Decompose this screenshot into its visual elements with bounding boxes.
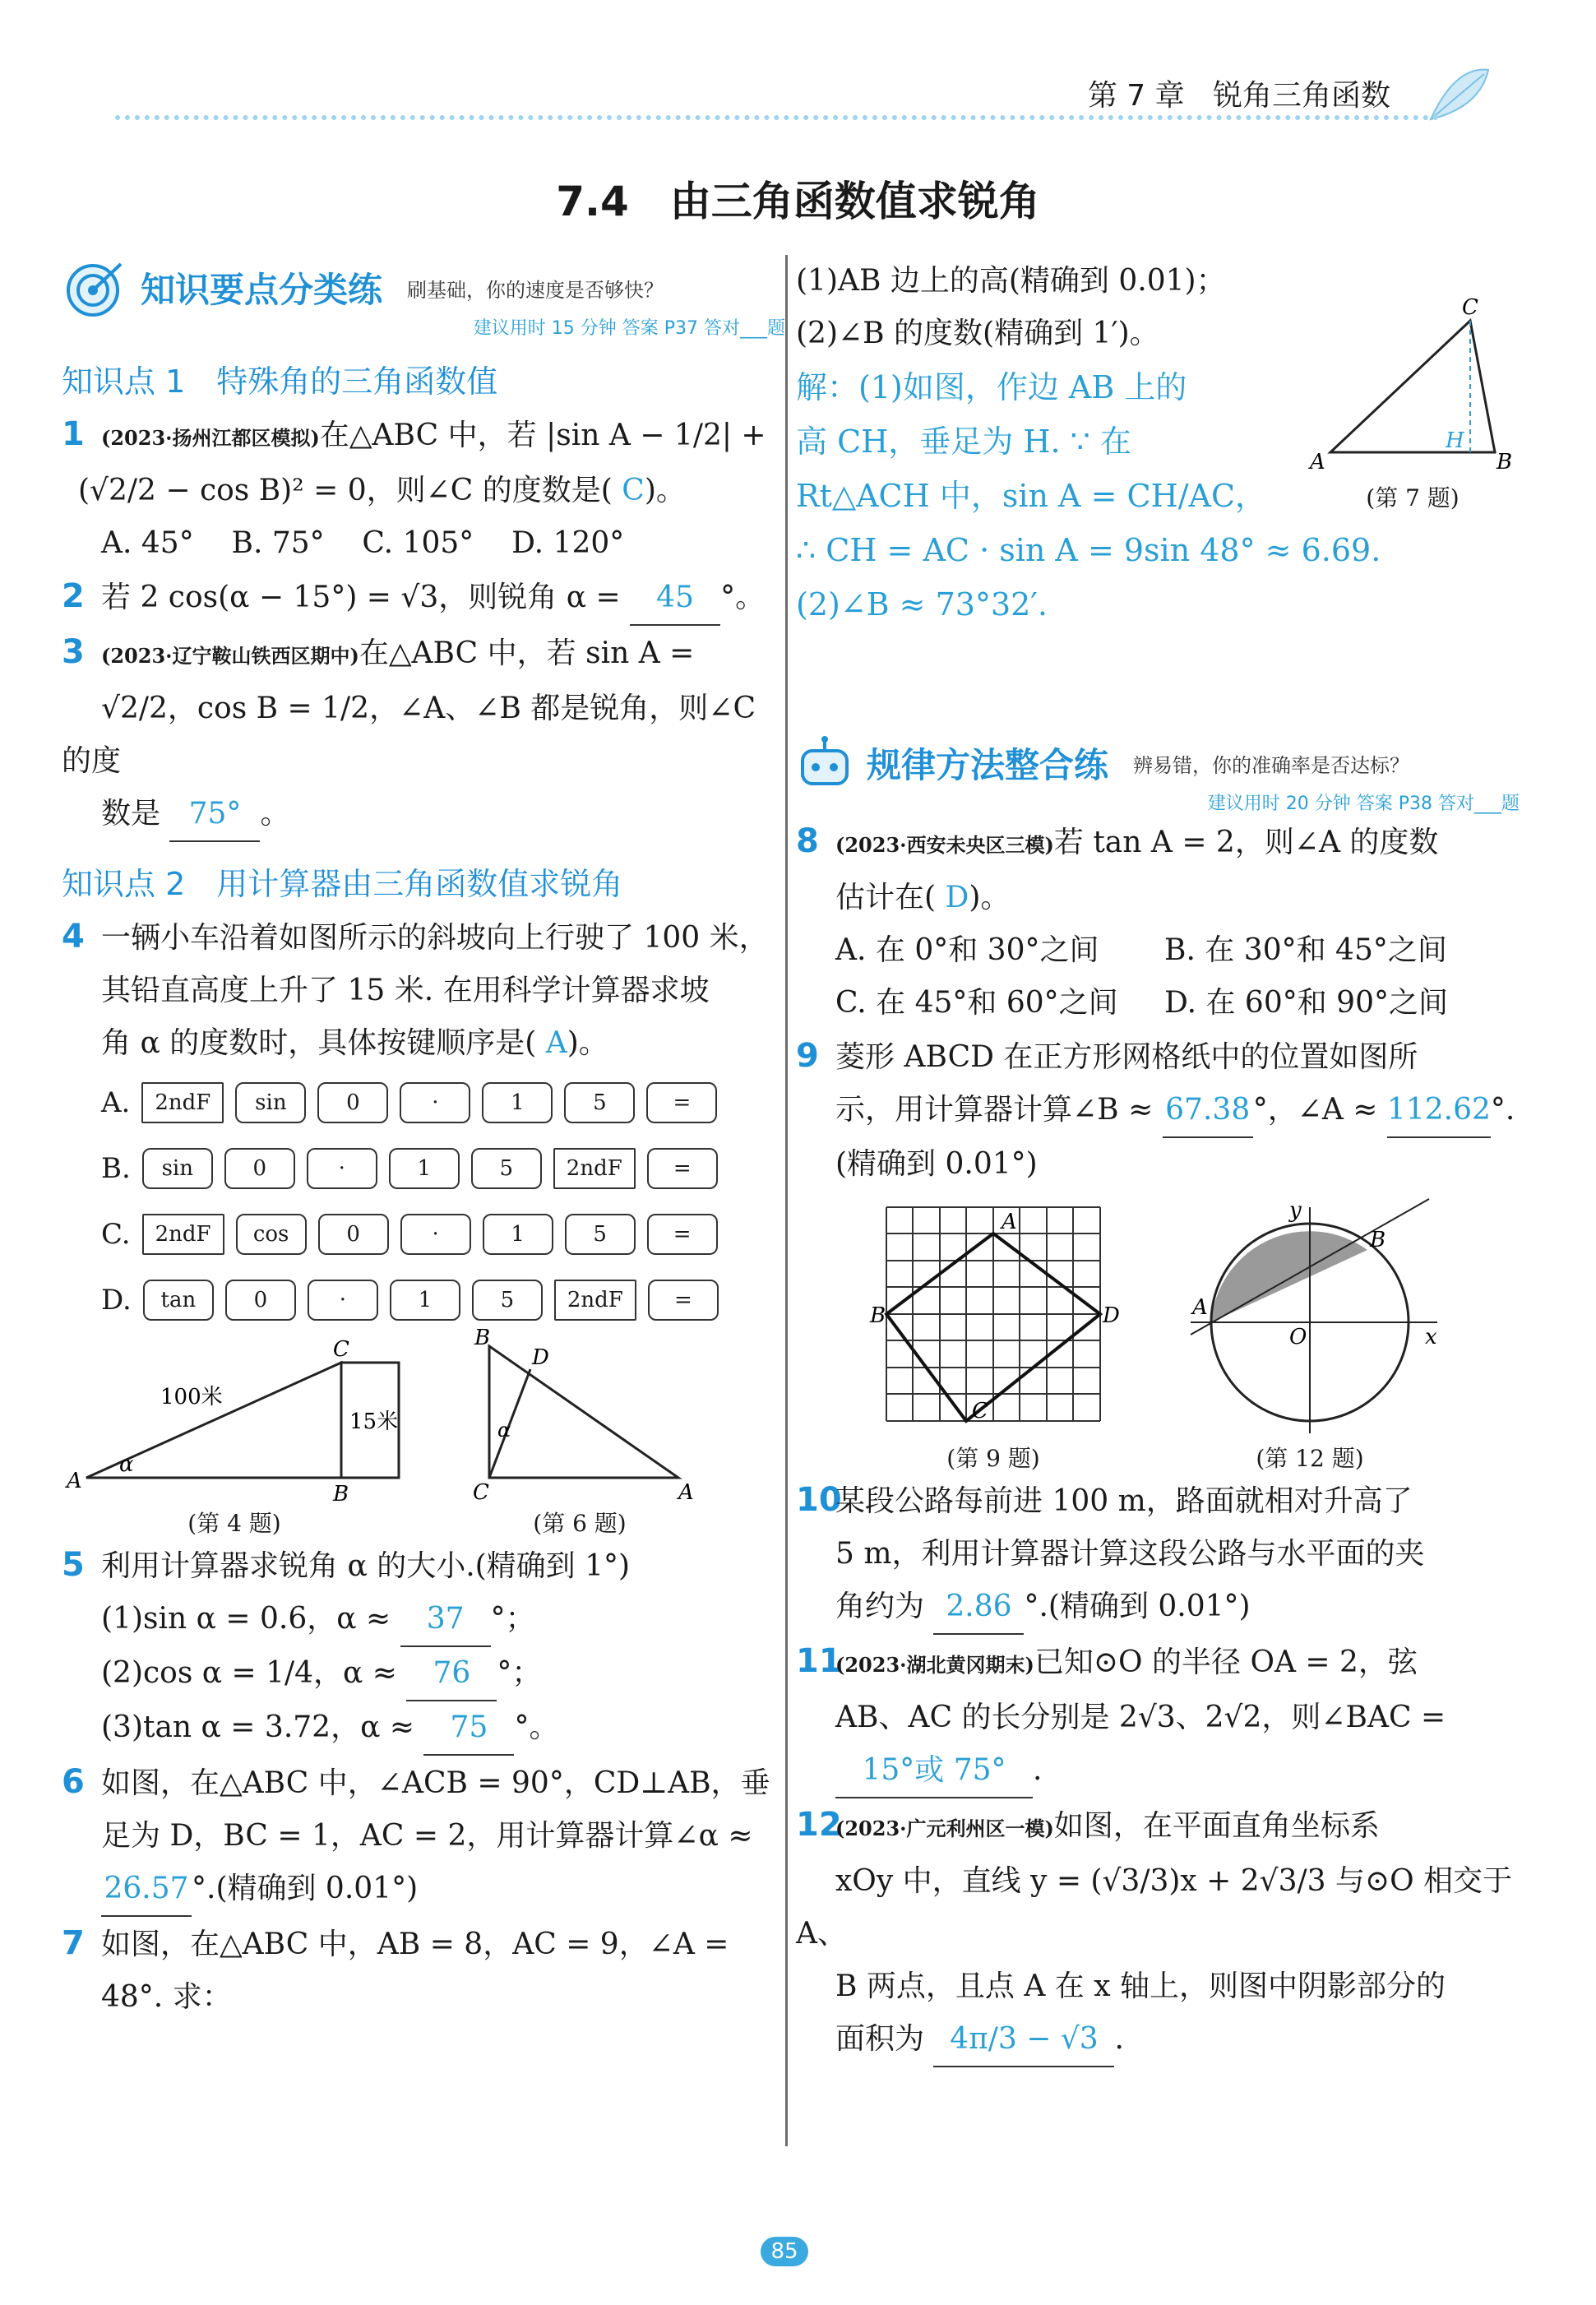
question-text: 其铅直高度上升了 15 米. 在用科学计算器求坡 xyxy=(101,974,710,1007)
label-alpha: α xyxy=(497,1419,511,1442)
answer-blank: 37 xyxy=(400,1593,491,1647)
grid-rhombus-diagram xyxy=(870,1199,1120,1437)
key-row-a xyxy=(62,1070,785,1136)
key: 1 xyxy=(389,1148,460,1189)
figure-caption: (第 9 题) xyxy=(946,1445,1040,1472)
question-number: 2 xyxy=(62,577,85,615)
question-text: °； xyxy=(497,1656,542,1690)
question-text: √2/2，cos B = 1/2，∠A、∠B 都是锐角，则∠C 的度 xyxy=(62,692,756,778)
question-text: . xyxy=(1114,2022,1124,2056)
section-subtitle: 辨易错，你的准确率是否达标？ xyxy=(1133,753,1410,777)
question-12 xyxy=(796,1798,1520,2067)
section-title: 知识要点分类练 xyxy=(141,270,383,310)
question-6 xyxy=(62,1756,785,1917)
question-number: 11 xyxy=(796,1642,842,1680)
answer-blank: 15°或 75° xyxy=(835,1744,1033,1798)
choices xyxy=(62,517,785,570)
question-text: . xyxy=(1033,1753,1043,1787)
question-3 xyxy=(62,626,785,842)
key: · xyxy=(307,1148,377,1189)
question-text: °，∠A ≈ xyxy=(1252,1093,1378,1127)
point-c: C xyxy=(1462,295,1478,320)
question-text: 若 2 cos(α − 15°) = √3，则锐角 α = xyxy=(101,581,621,614)
question-text: )。 xyxy=(969,881,1011,914)
choice-d: D. 120° xyxy=(511,526,625,560)
question-1 xyxy=(62,408,785,517)
leaf-icon xyxy=(1423,58,1497,132)
question-text: 角 α 的度数时，具体按键顺序是( xyxy=(101,1026,537,1060)
question-text: °.(精确到 0.01°) xyxy=(192,1872,419,1905)
point-a: A xyxy=(1192,1295,1208,1320)
question-7 xyxy=(62,1917,785,2024)
knowledge-point-1: 知识点 1 特殊角的三角函数值 xyxy=(62,363,498,400)
question-text: 某段公路每前进 100 m，路面就相对升高了 xyxy=(835,1484,1413,1518)
question-10 xyxy=(796,1474,1520,1635)
answer-blank: 112.62 xyxy=(1387,1084,1491,1138)
answer-blank: 75 xyxy=(423,1701,514,1756)
question-text: (精确到 0.01°) xyxy=(835,1147,1038,1181)
point-c: C xyxy=(473,1480,489,1505)
question-8 xyxy=(796,815,1520,924)
question-number: 10 xyxy=(796,1481,842,1519)
question-text: (3)tan α = 3.72，α ≈ xyxy=(101,1710,414,1744)
question-number: 5 xyxy=(62,1546,85,1584)
key: 0 xyxy=(224,1148,295,1189)
key: sin xyxy=(235,1082,306,1123)
choice-d: D. 在 60°和 90°之间 xyxy=(1164,986,1448,1020)
point-a: A xyxy=(1002,1210,1017,1234)
key-sequences xyxy=(62,1070,785,1333)
question-text: B 两点，且点 A 在 x 轴上，则图中阴影部分的 xyxy=(835,1969,1446,2003)
question-number: 3 xyxy=(62,633,85,671)
point-b: B xyxy=(870,1303,886,1328)
page-title: 7.4 由三角函数值求锐角 xyxy=(556,178,1040,225)
question-text: 。 xyxy=(260,797,290,831)
solution-line: (2)∠B ≈ 73°32′. xyxy=(796,586,1048,623)
point-h: H xyxy=(1446,428,1464,453)
question-5 xyxy=(62,1539,785,1756)
circle-line-diagram xyxy=(1174,1199,1446,1437)
section-info: 建议用时 15 分钟 答案 P37 答对___题 xyxy=(473,318,785,339)
question-number: 1 xyxy=(62,415,85,453)
label-height: 15米 xyxy=(349,1409,399,1434)
chapter-header xyxy=(1088,72,1390,114)
question-11 xyxy=(796,1635,1520,1798)
answer: D xyxy=(945,881,969,914)
figure-12 xyxy=(1174,1199,1446,1474)
key: 0 xyxy=(318,1214,389,1255)
question-text: °。 xyxy=(720,581,766,614)
solution-line: Rt△ACH 中，sin A = CH/AC， xyxy=(796,478,1267,514)
key: 2ndF xyxy=(142,1214,224,1255)
answer: C xyxy=(622,474,645,507)
question-text: 角约为 xyxy=(835,1590,925,1623)
header-divider xyxy=(115,115,1439,120)
row-label: C. xyxy=(101,1218,131,1251)
section-subtitle: 刷基础，你的速度是否够快？ xyxy=(407,278,664,302)
question-text: 菱形 ABCD 在正方形网格纸中的位置如图所 xyxy=(835,1040,1418,1074)
question-number: 8 xyxy=(796,822,819,860)
question-text: 如图，在△ABC 中，∠ACB = 90°，CD⊥AB，垂 xyxy=(101,1766,770,1800)
question-text: )。 xyxy=(567,1026,608,1060)
key: · xyxy=(308,1280,378,1321)
key-row-b xyxy=(62,1136,785,1201)
key: · xyxy=(400,1214,471,1255)
key: = xyxy=(647,1214,718,1255)
point-b: B xyxy=(333,1482,349,1507)
figure-caption: (第 7 题) xyxy=(1366,484,1460,511)
left-column xyxy=(62,255,785,2024)
question-text: (1)AB 边上的高(精确到 0.01)； xyxy=(796,264,1226,298)
row-label: B. xyxy=(101,1152,131,1185)
key: = xyxy=(648,1280,719,1321)
choice-a: A. 45° xyxy=(101,526,194,560)
point-b: B xyxy=(474,1326,491,1350)
question-text: 面积为 xyxy=(835,2022,925,2056)
answer-blank: 76 xyxy=(406,1647,497,1701)
key: cos xyxy=(236,1214,307,1255)
figure-caption: (第 12 题) xyxy=(1256,1445,1364,1472)
figure-7 xyxy=(1306,296,1520,523)
chapter-number: 第 7 章 xyxy=(1087,79,1185,113)
key: 1 xyxy=(390,1280,460,1321)
key: 5 xyxy=(564,1082,635,1123)
solution-line: 高 CH，垂足为 H. ∵ 在 xyxy=(796,424,1131,460)
key: sin xyxy=(142,1148,213,1189)
question-source: (2023·西安未央区三模) xyxy=(835,833,1054,857)
row-label: D. xyxy=(101,1284,132,1317)
key-row-d xyxy=(62,1267,785,1333)
figures-9-12 xyxy=(796,1199,1520,1474)
question-number: 6 xyxy=(62,1763,85,1801)
question-text: (1)sin α = 0.6，α ≈ xyxy=(101,1602,391,1636)
question-text: 数是 xyxy=(101,797,161,831)
page-number: 85 xyxy=(761,2237,808,2266)
question-text: °； xyxy=(490,1602,535,1636)
question-text: 足为 D，BC = 1，AC = 2，用计算器计算∠α ≈ xyxy=(101,1819,753,1853)
right-column xyxy=(796,255,1520,2067)
key: 1 xyxy=(482,1082,553,1123)
choices xyxy=(796,924,1520,1030)
point-d: D xyxy=(1103,1303,1120,1328)
question-number: 12 xyxy=(796,1806,842,1844)
question-2 xyxy=(62,570,785,626)
axis-y: y xyxy=(1289,1198,1302,1223)
answer-blank: 67.38 xyxy=(1163,1084,1253,1138)
key: 5 xyxy=(472,1280,543,1321)
robot-icon xyxy=(796,734,854,792)
triangle-diagram xyxy=(456,1326,703,1505)
solution-line: ∴ CH = AC · sin A = 9sin 48° ≈ 6.69. xyxy=(796,532,1381,568)
point-d: D xyxy=(532,1345,549,1370)
answer-blank: 2.86 xyxy=(933,1581,1024,1635)
point-o: O xyxy=(1289,1325,1307,1349)
question-source: (2023·辽宁鞍山铁西区期中) xyxy=(101,644,359,668)
choice-c: C. 在 45°和 60°之间 xyxy=(835,986,1118,1020)
point-a: A xyxy=(1310,450,1325,474)
solution-line: 解：(1)如图，作边 AB 上的 xyxy=(796,369,1187,405)
question-text: 如图，在平面直角坐标系 xyxy=(1053,1809,1380,1843)
question-text: xOy 中，直线 y = (√3/3)x + 2√3/3 与⊙O 相交于 A、 xyxy=(796,1864,1513,1951)
slope-diagram xyxy=(62,1337,407,1507)
question-text: °. xyxy=(1490,1093,1515,1127)
column-divider xyxy=(785,255,788,2146)
question-text: °.(精确到 0.01°) xyxy=(1024,1590,1251,1623)
question-text: 示，用计算器计算∠B ≈ xyxy=(835,1093,1154,1127)
question-text: 在△ABC 中，若 sin A = xyxy=(359,636,695,670)
question-text: 利用计算器求锐角 α 的大小.(精确到 1°) xyxy=(101,1549,631,1583)
question-number: 9 xyxy=(796,1037,819,1075)
choice-b: B. 在 30°和 45°之间 xyxy=(1164,933,1447,967)
key: 2ndF xyxy=(554,1280,636,1321)
question-text: 如图，在△ABC 中，AB = 8，AC = 9，∠A = xyxy=(101,1928,729,1961)
question-text: (2)cos α = 1/4，α ≈ xyxy=(101,1656,397,1690)
label-alpha: α xyxy=(119,1452,134,1477)
question-number: 7 xyxy=(62,1924,85,1962)
choice-b: B. 75° xyxy=(231,526,325,560)
question-4 xyxy=(62,910,785,1070)
question-text: 一辆小车沿着如图所示的斜坡向上行驶了 100 米， xyxy=(101,921,769,955)
key: 1 xyxy=(483,1214,553,1255)
question-source: (2023·广元利州区一模) xyxy=(835,1817,1054,1840)
figures-4-6 xyxy=(62,1326,785,1539)
section-header-1 xyxy=(62,255,785,321)
question-7-continued xyxy=(796,255,1520,523)
figure-9 xyxy=(870,1199,1120,1474)
question-source: (2023·湖北黄冈期末) xyxy=(835,1653,1034,1677)
knowledge-point-2: 知识点 2 用计算器由三角函数值求锐角 xyxy=(62,866,623,902)
key: 0 xyxy=(225,1280,296,1321)
target-icon xyxy=(62,259,127,317)
question-9 xyxy=(796,1030,1520,1191)
key: tan xyxy=(143,1280,214,1321)
axis-x: x xyxy=(1425,1325,1437,1349)
section-header-2 xyxy=(796,730,1520,796)
label-length: 100米 xyxy=(160,1385,223,1409)
question-source: (2023·扬州江都区模拟) xyxy=(101,426,320,450)
choice-a: A. 在 0°和 30°之间 xyxy=(835,933,1099,967)
question-text: 5 m，利用计算器计算这段公路与水平面的夹 xyxy=(835,1537,1425,1571)
key: 0 xyxy=(317,1082,388,1123)
point-c: C xyxy=(333,1337,349,1362)
row-label: A. xyxy=(101,1086,131,1119)
question-text: (√2/2 − cos B)² = 0，则∠C 的度数是( xyxy=(78,474,613,507)
question-text: (2)∠B 的度数(精确到 1′)。 xyxy=(796,317,1159,350)
key: 2ndF xyxy=(141,1082,224,1123)
key: 5 xyxy=(471,1148,542,1189)
chapter-title: 锐角三角函数 xyxy=(1212,79,1390,113)
figure-caption: (第 4 题) xyxy=(187,1510,281,1537)
choice-c: C. 105° xyxy=(362,526,474,560)
key: 2ndF xyxy=(553,1148,636,1189)
figure-caption: (第 6 题) xyxy=(533,1510,627,1537)
section-title: 规律方法整合练 xyxy=(867,745,1109,785)
question-text: 已知⊙O 的半径 OA = 2，弦 xyxy=(1034,1645,1418,1679)
question-number: 4 xyxy=(62,918,85,956)
key: · xyxy=(400,1082,470,1123)
point-b: B xyxy=(1497,450,1513,474)
key-row-c xyxy=(62,1201,785,1267)
question-text: 若 tan A = 2，则∠A 的度数 xyxy=(1053,826,1439,859)
point-a: A xyxy=(67,1469,82,1493)
question-text: 在△ABC 中，若 |sin A − 1/2| + xyxy=(319,419,766,452)
question-text: 48°. 求： xyxy=(101,1980,232,2014)
point-a: A xyxy=(678,1480,694,1505)
question-text: 估计在( xyxy=(835,881,937,914)
section-info: 建议用时 20 分钟 答案 P38 答对___题 xyxy=(1207,794,1520,814)
answer-blank: 4π/3 − √3 xyxy=(933,2013,1114,2067)
figure-6 xyxy=(456,1326,703,1539)
key: = xyxy=(647,1148,718,1189)
figure-4 xyxy=(62,1338,407,1539)
point-c: C xyxy=(972,1399,988,1423)
question-text: AB、AC 的长分别是 2√3、2√2，则∠BAC = xyxy=(835,1701,1446,1734)
key: 5 xyxy=(565,1214,636,1255)
question-text: )。 xyxy=(644,474,686,507)
answer-blank: 45 xyxy=(630,572,720,626)
key: = xyxy=(646,1082,717,1123)
answer-blank: 26.57 xyxy=(101,1863,192,1917)
triangle-diagram xyxy=(1306,296,1520,477)
question-text: °。 xyxy=(514,1710,559,1744)
answer-blank: 75° xyxy=(169,788,260,842)
point-b: B xyxy=(1370,1228,1386,1252)
answer: A xyxy=(545,1026,567,1060)
